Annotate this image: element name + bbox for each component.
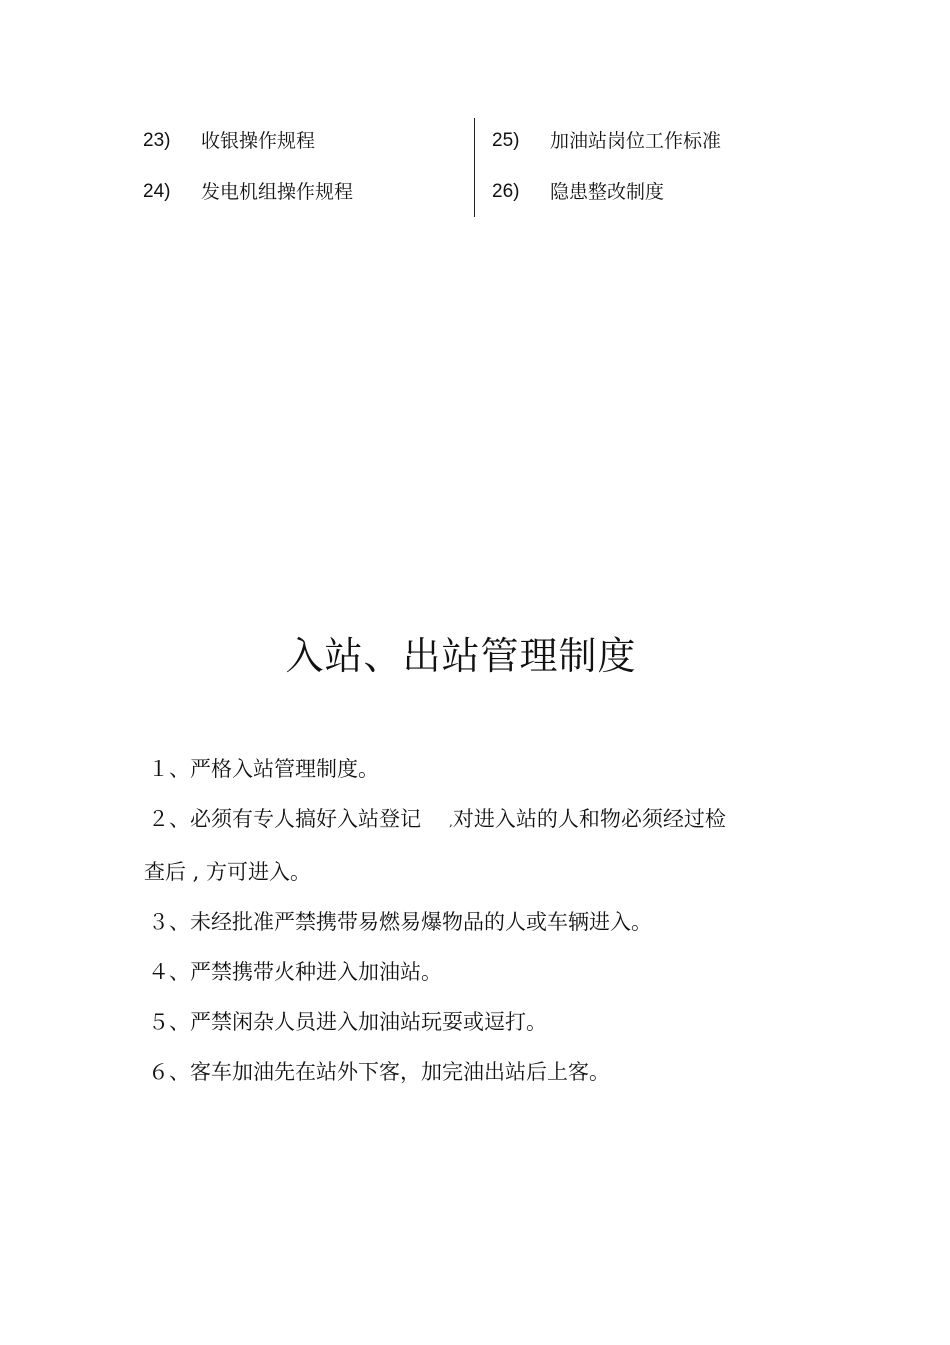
rule-comma: , — [449, 815, 453, 829]
toc-item-number: 24) — [143, 181, 171, 202]
rule-item-continuation: 查后 , 方可进入。 — [144, 860, 312, 884]
rule-item: ４、严禁携带火种进入加油站。 — [148, 960, 442, 984]
toc-item-label: 收银操作规程 — [201, 130, 316, 152]
section-title: 入站、出站管理制度 — [285, 634, 637, 678]
rule-item — [144, 794, 824, 847]
rule-item: ５、严禁闲杂人员进入加油站玩耍或逗打。 — [148, 1010, 547, 1034]
rule-item: ６、客车加油先在站外下客，加完油出站后上客。 — [148, 1060, 610, 1084]
toc-column-divider — [474, 118, 475, 217]
toc-item-label: 加油站岗位工作标准 — [550, 130, 722, 152]
toc-item-label: 隐患整改制度 — [550, 181, 665, 203]
rule-item: １、严格入站管理制度。 — [148, 757, 379, 781]
rule-item: ３、未经批准严禁携带易燃易爆物品的人或车辆进入。 — [148, 910, 652, 934]
toc-item-number: 23) — [143, 130, 171, 151]
toc-item-number: 25) — [492, 130, 520, 151]
rules-list — [144, 744, 824, 1097]
rule-text: 对进入站的人和物必须经过检 — [452, 807, 726, 831]
rule-text: ２、必须有专人搞好入站登记 — [148, 807, 421, 831]
toc-section — [0, 0, 950, 240]
toc-item-number: 26) — [492, 181, 520, 202]
toc-item-label: 发电机组操作规程 — [201, 181, 354, 203]
